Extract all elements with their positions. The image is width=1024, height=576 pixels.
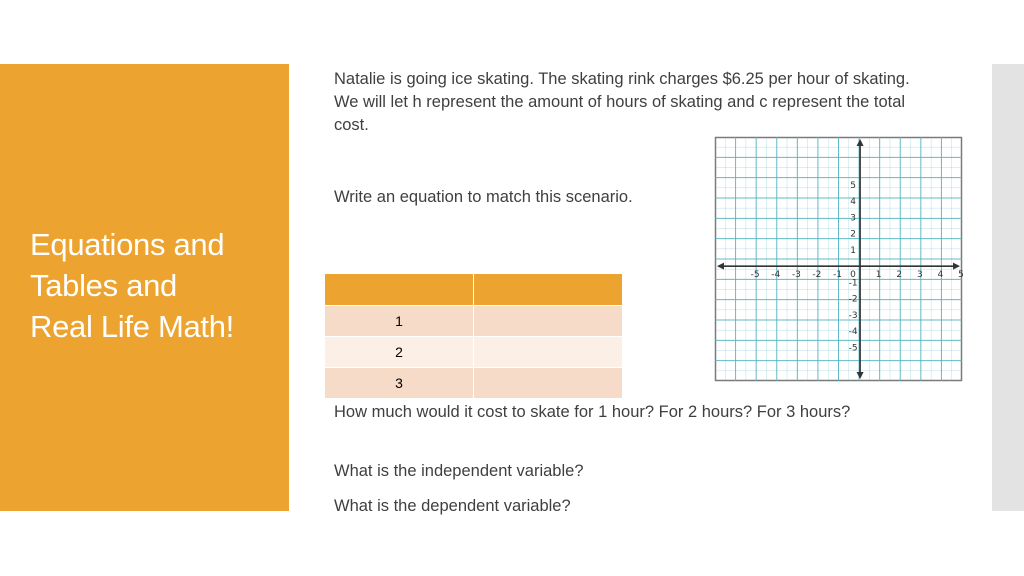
slide-title: Equations and Tables and Real Life Math! (30, 227, 234, 344)
table-cell-hours: 3 (325, 368, 474, 399)
y-tick-label: 5 (850, 180, 856, 191)
table-row (325, 306, 623, 337)
coordinate-plane (715, 137, 962, 381)
table-header-row (325, 274, 623, 306)
table-row (325, 368, 623, 399)
x-tick-label: 3 (916, 270, 923, 281)
table-row (325, 337, 623, 368)
y-tick-label: -2 (848, 294, 858, 305)
y-tick-label: 2 (850, 229, 856, 240)
hours-cost-table (324, 273, 623, 399)
coordinate-grid (715, 137, 962, 381)
y-tick-label: -4 (848, 327, 858, 338)
table-cell-cost (474, 368, 623, 399)
y-tick-label: 3 (850, 213, 856, 224)
x-tick-label: 5 (958, 270, 964, 281)
x-tick-label: 0 (850, 270, 856, 281)
table-header-cell (474, 274, 623, 306)
question-independent: What is the independent variable? (334, 462, 584, 480)
table-header-cell (325, 274, 474, 306)
question-dependent: What is the dependent variable? (334, 497, 571, 515)
table-cell-hours: 2 (325, 337, 474, 368)
y-tick-label: 1 (850, 245, 856, 256)
x-tick-label: -1 (833, 270, 842, 281)
x-tick-label: 2 (896, 270, 903, 281)
y-tick-label: -5 (848, 343, 858, 354)
x-tick-label: -2 (812, 270, 822, 281)
y-tick-label: -3 (848, 310, 858, 321)
x-tick-label: 4 (937, 270, 944, 281)
table-cell-cost (474, 306, 623, 337)
x-tick-label: -5 (750, 270, 760, 281)
table-cell-cost (474, 337, 623, 368)
right-edge-strip (992, 64, 1024, 511)
x-tick-label: -4 (771, 270, 781, 281)
scenario-text: Natalie is going ice skating. The skating rink charges $6.25 per hour of skating. We will let h represent the amount of hours of skating and c represent the total cost. (334, 70, 910, 134)
y-tick-label: -1 (848, 278, 858, 289)
question-cost: How much would it cost to skate for 1 hour? For 2 hours? For 3 hours? (334, 403, 851, 421)
table-cell-hours: 1 (325, 306, 474, 337)
y-tick-label: 4 (850, 197, 856, 208)
x-tick-label: 1 (875, 270, 882, 281)
x-tick-label: -3 (791, 270, 801, 281)
equation-prompt: Write an equation to match this scenario. (334, 188, 633, 206)
